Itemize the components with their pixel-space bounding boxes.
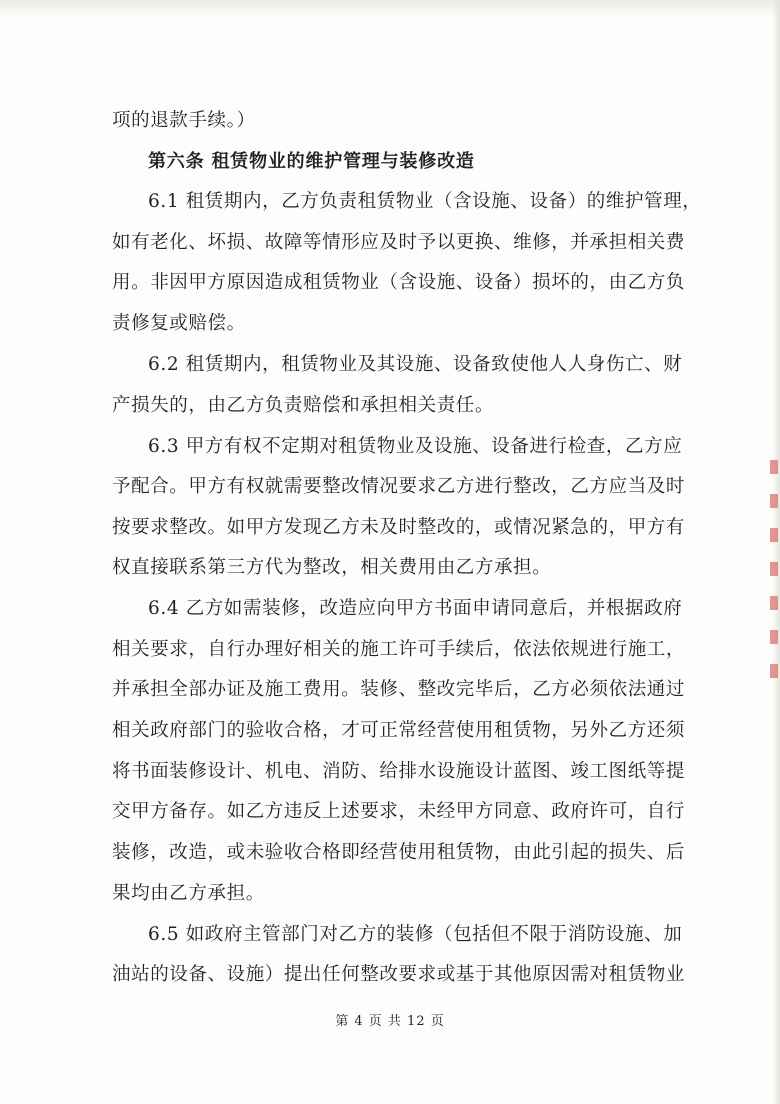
- paragraph-line: 油站的设备、设施）提出任何整改要求或基于其他原因需对租赁物业: [112, 964, 686, 985]
- paragraph-line: 并承担全部办证及施工费用。装修、整改完毕后，乙方必须依法通过: [112, 679, 686, 700]
- paragraph-line: 6.3 甲方有权不定期对租赁物业及设施、设备进行检查，乙方应: [148, 436, 683, 457]
- paragraph-line: 果均由乙方承担。: [112, 883, 265, 904]
- paragraph-line: 如有老化、坏损、故障等情形应及时予以更换、维修，并承担相关费: [112, 232, 686, 253]
- paragraph-line: 6.2 租赁期内，租赁物业及其设施、设备致使他人人身伤亡、财: [148, 354, 683, 375]
- paragraph-line: 权直接联系第三方代为整改，相关费用由乙方承担。: [112, 557, 552, 578]
- paragraph-line: 予配合。甲方有权就需要整改情况要求乙方进行整改，乙方应当及时: [112, 476, 686, 497]
- paragraph-line: 6.4 乙方如需装修，改造应向甲方书面申请同意后，并根据政府: [148, 598, 683, 619]
- page-number-footer: 第 4 页 共 12 页: [335, 1014, 445, 1029]
- section-heading: 第六条 租赁物业的维护管理与装修改造: [148, 151, 475, 172]
- paragraph-line: 相关要求，自行办理好相关的施工许可手续后，依法依规进行施工，: [112, 639, 686, 660]
- paragraph-line: 装修，改造，或未验收合格即经营使用租赁物，由此引起的损失、后: [112, 842, 686, 863]
- paragraph-line: 将书面装修设计、机电、消防、给排水设施设计蓝图、竣工图纸等提: [112, 761, 686, 782]
- paragraph-line: 6.5 如政府主管部门对乙方的装修（包括但不限于消防设施、加: [148, 924, 683, 945]
- paragraph-line: 项的退款手续。）: [112, 110, 256, 131]
- seal-stamp-fragment: [770, 460, 778, 690]
- paragraph-line: 交甲方备存。如乙方违反上述要求，未经甲方同意、政府许可，自行: [112, 801, 686, 822]
- paragraph-line: 相关政府部门的验收合格，才可正常经营使用租赁物，另外乙方还须: [112, 720, 686, 741]
- paragraph-line: 产损失的，由乙方负责赔偿和承担相关责任。: [112, 395, 495, 416]
- paragraph-line: 用。非因甲方原因造成租赁物业（含设施、设备）损坏的，由乙方负: [112, 272, 686, 293]
- paragraph-line: 责修复或赔偿。: [112, 313, 246, 334]
- scan-edge-top: [0, 0, 780, 16]
- paragraph-line: 6.1 租赁期内，乙方负责租赁物业（含设施、设备）的维护管理，: [148, 191, 702, 212]
- paragraph-line: 按要求整改。如甲方发现乙方未及时整改的，或情况紧急的，甲方有: [112, 517, 686, 538]
